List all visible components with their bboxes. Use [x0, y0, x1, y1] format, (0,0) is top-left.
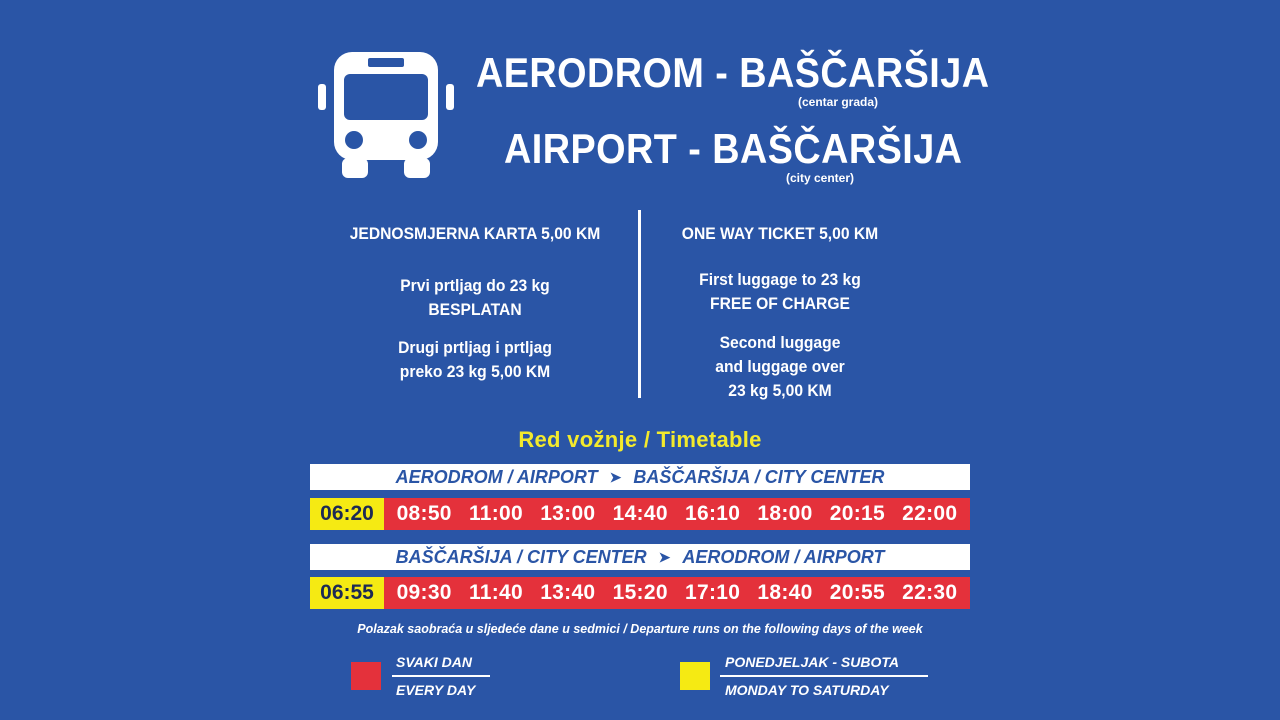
departure-time: 20:55: [829, 581, 885, 604]
departure-time: 18:00: [757, 502, 813, 525]
legend-divider: [720, 675, 928, 677]
departure-time: 11:00: [468, 502, 524, 525]
legend-swatch-every-day: [351, 662, 381, 690]
first-luggage-local: Prvi prtljag do 23 kg BESPLATAN: [400, 276, 550, 319]
departure-time: 15:20: [612, 581, 668, 604]
route-header-airport-to-city: [310, 464, 970, 490]
bus-icon: [318, 48, 454, 180]
legend-label-mon-sat-local: PONEDJELJAK - SUBOTA: [725, 654, 899, 670]
legend-divider: [392, 675, 490, 677]
departure-time: 16:10: [684, 502, 741, 525]
route-from: AERODROM / AIRPORT: [395, 466, 598, 487]
departure-time: 14:40: [612, 502, 668, 525]
legend-swatch-mon-sat: [680, 662, 710, 690]
days-footnote: Polazak saobraća u sljedeće dane u sedmici / Departure runs on the following days of the week: [357, 622, 923, 636]
title-en: AIRPORT - BAŠČARŠIJA: [504, 125, 963, 172]
route-header-city-to-airport: [310, 544, 970, 570]
info-divider: [638, 210, 641, 398]
legend-label-every-day-en: EVERY DAY: [396, 682, 476, 698]
departure-time: 13:00: [540, 502, 596, 525]
departure-time: 22:30: [902, 581, 958, 604]
subtitle-en: (city center): [786, 171, 855, 185]
route-to: BAŠČARŠIJA / CITY CENTER: [633, 466, 885, 487]
departure-time: 08:50: [396, 502, 452, 525]
departures-city-to-airport: [310, 577, 970, 609]
ticket-price-en: ONE WAY TICKET 5,00 KM: [681, 224, 879, 243]
route-from: BAŠČARŠIJA / CITY CENTER: [395, 546, 647, 567]
departure-times-every-day: [384, 498, 970, 530]
departure-time: 17:10: [684, 581, 741, 604]
departure-time: 13:40: [540, 581, 596, 604]
ticket-price-local: JEDNOSMJERNA KARTA 5,00 KM: [349, 224, 601, 243]
second-luggage-en: Second luggage and luggage over 23 kg 5,00 KM: [715, 333, 845, 400]
departure-time-mon-sat: 06:20: [310, 498, 384, 530]
departure-time: 11:40: [468, 581, 524, 604]
second-luggage-local: Drugi prtljag i prtljag preko 23 kg 5,00 KM: [398, 338, 552, 381]
route-to: AERODROM / AIRPORT: [682, 546, 885, 567]
legend-label-mon-sat-en: MONDAY TO SATURDAY: [725, 682, 889, 698]
departure-time-mon-sat: 06:55: [310, 577, 384, 609]
departure-time: 09:30: [396, 581, 452, 604]
arrow-icon: ➤: [609, 468, 622, 485]
arrow-icon: ➤: [658, 548, 671, 565]
departure-times-every-day: [384, 577, 970, 609]
first-luggage-en: First luggage to 23 kg FREE OF CHARGE: [699, 270, 861, 313]
legend-label-every-day-local: SVAKI DAN: [396, 654, 472, 670]
departure-time: 18:40: [757, 581, 813, 604]
title-local: AERODROM - BAŠČARŠIJA: [476, 49, 990, 96]
departure-time: 20:15: [829, 502, 885, 525]
timetable-title: Red vožnje / Timetable: [518, 427, 762, 452]
departure-time: 22:00: [902, 502, 958, 525]
departures-airport-to-city: [310, 498, 970, 530]
subtitle-local: (centar grada): [798, 95, 879, 109]
